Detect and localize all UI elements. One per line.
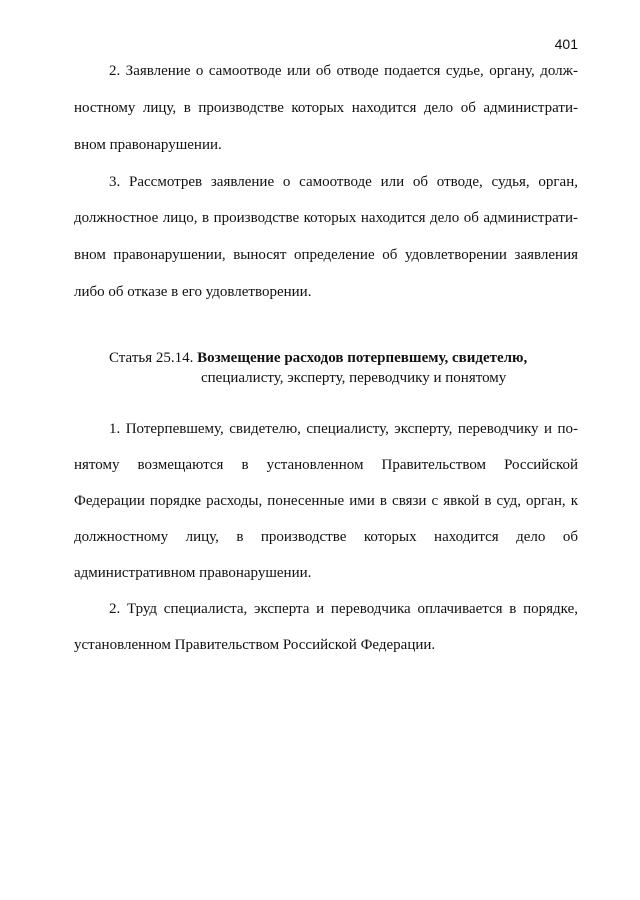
paragraph-line: 1. Потерпевшему, свидетелю, специалисту, эксперту, переводчику и по- bbox=[109, 421, 578, 437]
paragraph-line: 2. Заявление о самоотводе или об отводе подается судье, органу, долж- bbox=[109, 63, 578, 79]
article-title: Возмещение расходов потерпевшему, свидетелю, bbox=[197, 350, 528, 366]
paragraph-line: 2. Труд специалиста, эксперта и переводчика оплачивается в порядке, bbox=[109, 601, 578, 617]
paragraph-line: установленном Правительством Российской Федерации. bbox=[74, 637, 436, 653]
paragraph-line: вном правонарушении. bbox=[74, 137, 222, 153]
paragraph-line: вном правонарушении, выносят определение об удовлетворении заявления bbox=[74, 247, 578, 263]
page-number: 401 bbox=[554, 36, 578, 52]
article-heading-line-1 bbox=[109, 349, 527, 367]
paragraph-line: должностному лицу, в производстве которых находится дело об bbox=[74, 529, 578, 545]
article-heading-line-2: специалисту, эксперту, переводчику и понятому bbox=[201, 370, 507, 386]
paragraph-line: либо об отказе в его удовлетворении. bbox=[74, 284, 312, 300]
paragraph-line: ностному лицу, в производстве которых находится дело об администрати- bbox=[74, 100, 578, 116]
paragraph-line: 3. Рассмотрев заявление о самоотводе или об отводе, судья, орган, bbox=[109, 174, 578, 190]
article-number: Статья 25.14. bbox=[109, 350, 194, 366]
paragraph-line: Федерации порядке расходы, понесенные ими в связи с явкой в суд, орган, к bbox=[74, 493, 578, 509]
paragraph-line: должностное лицо, в производстве которых находится дело об администрати- bbox=[74, 210, 578, 226]
paragraph-line: административном правонарушении. bbox=[74, 565, 312, 581]
paragraph-line: нятому возмещаются в установленном Правительством Российской bbox=[74, 457, 578, 473]
